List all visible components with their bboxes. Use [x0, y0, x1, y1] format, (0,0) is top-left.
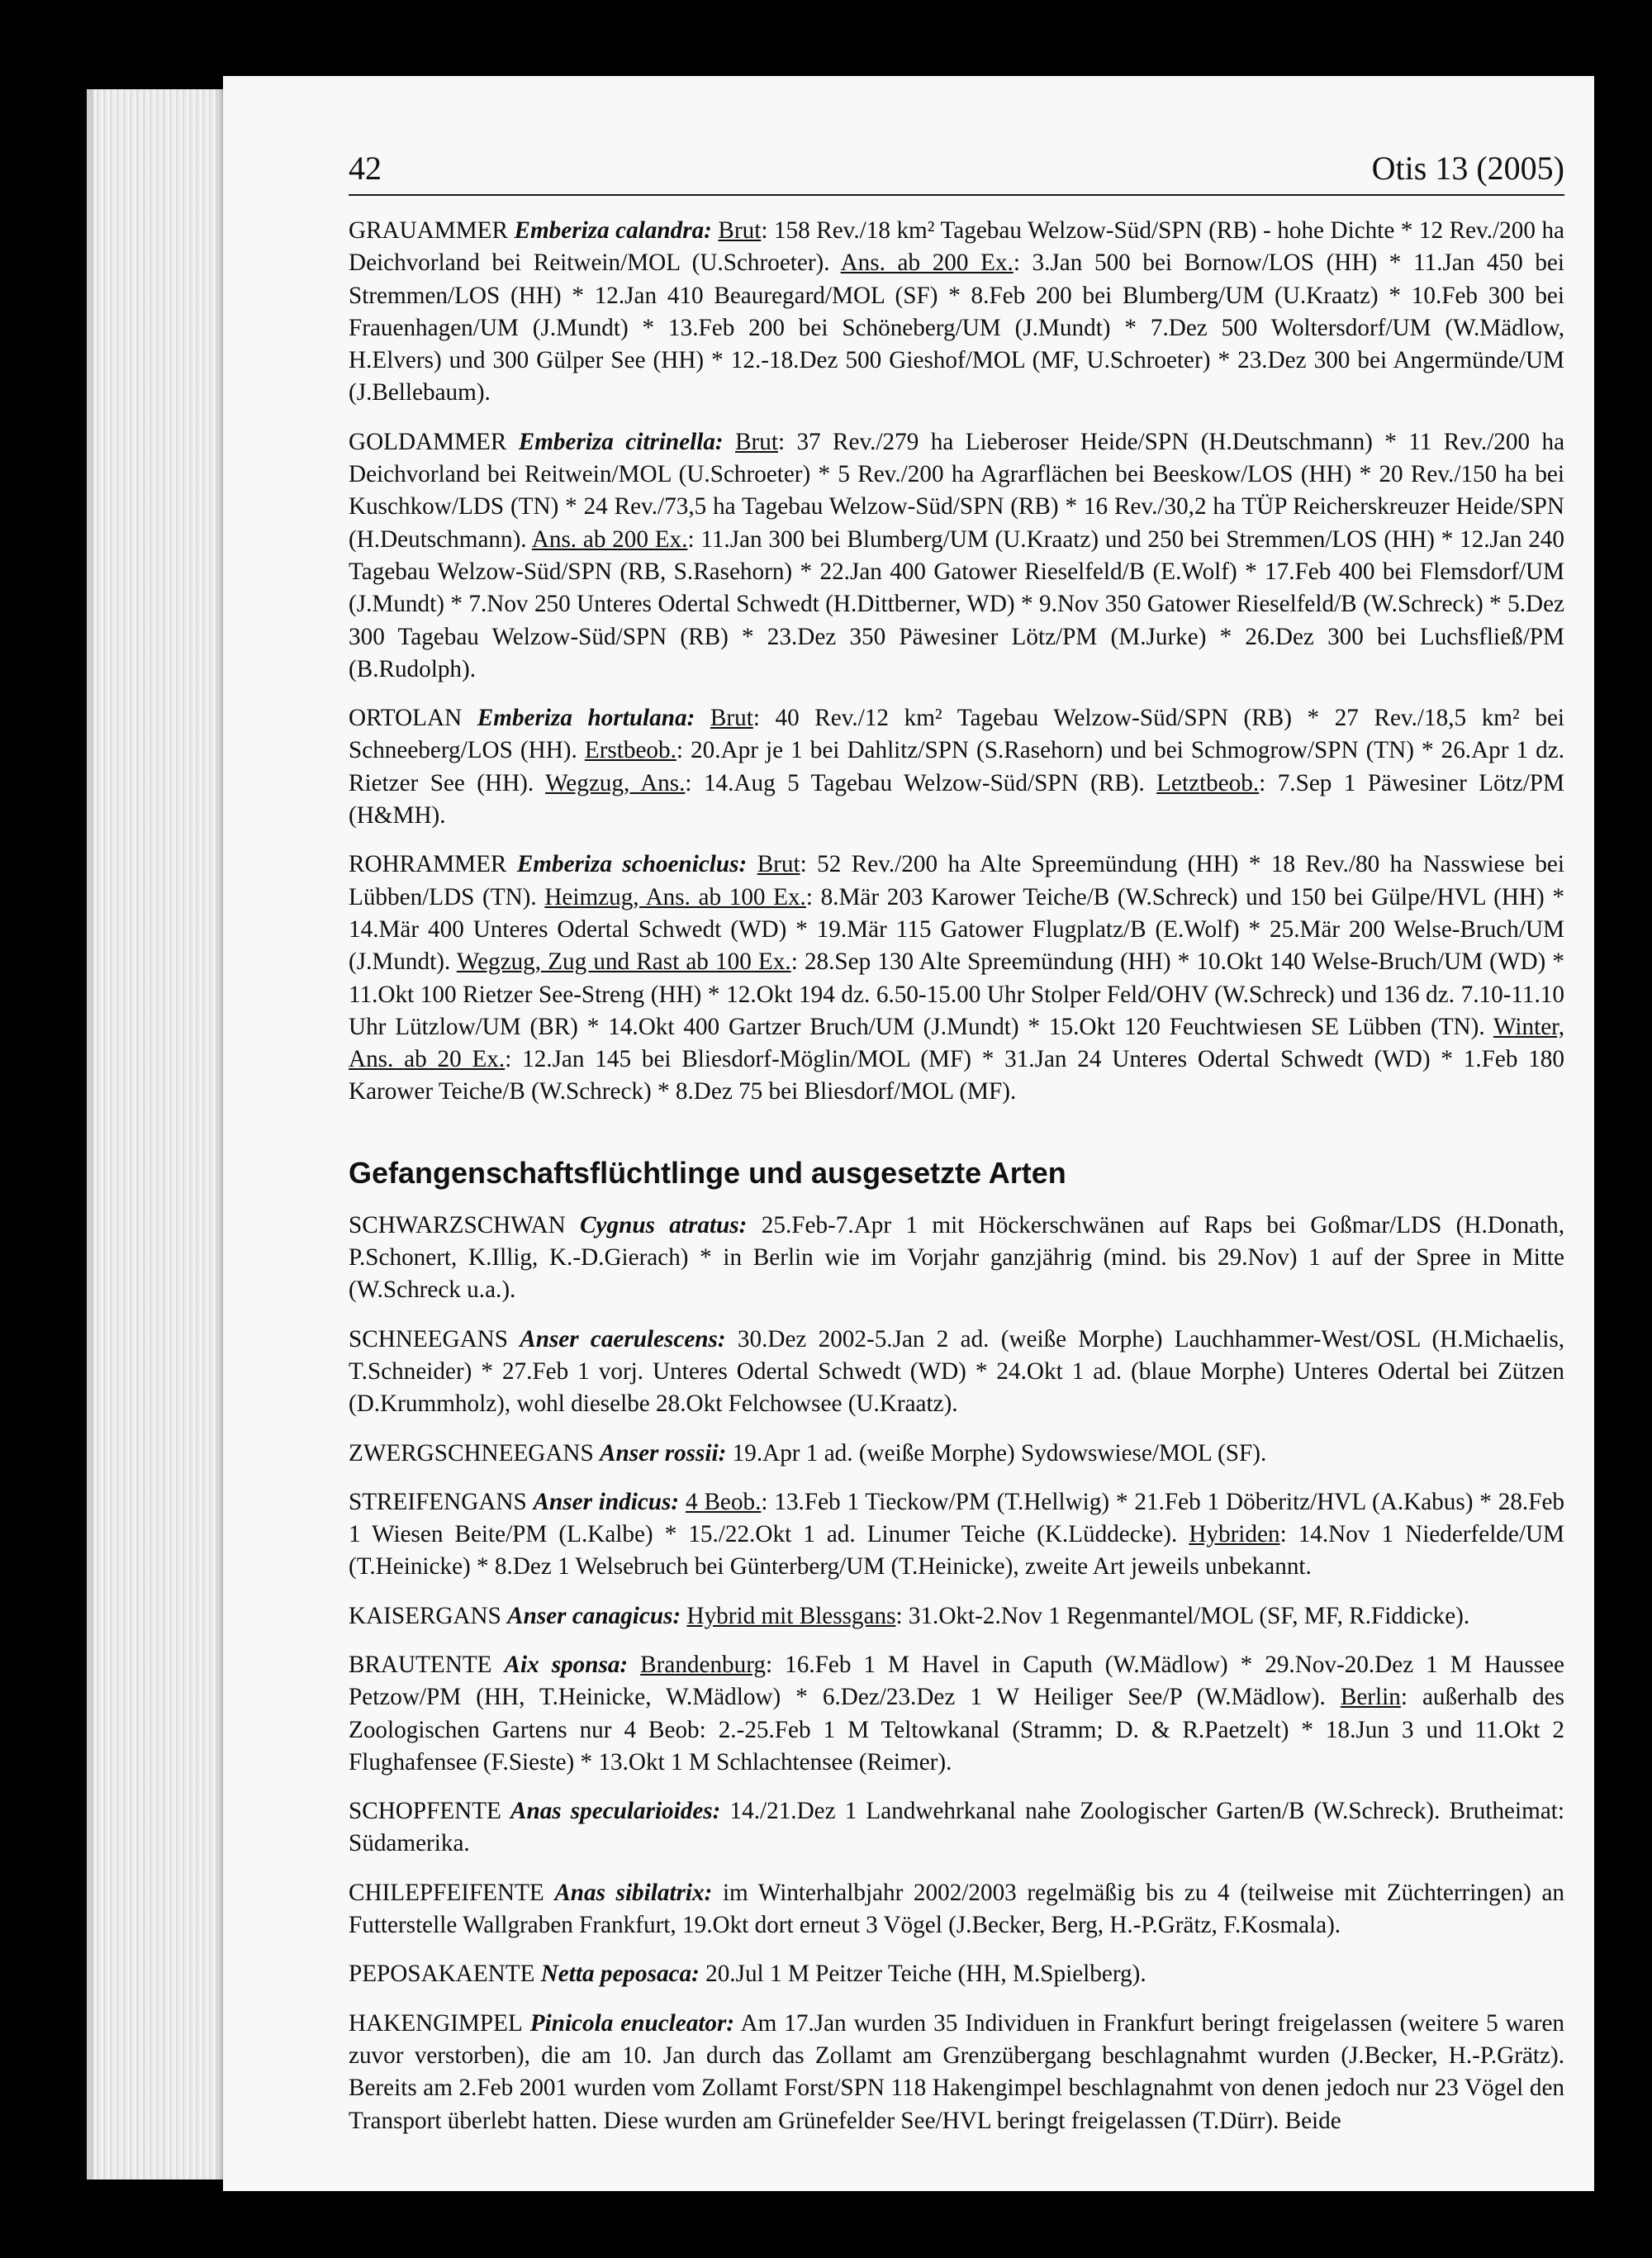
category-label: Ans. ab 200 Ex.: [531, 525, 688, 553]
category-label: Winter, Ans. ab 20 Ex.: [349, 1013, 1564, 1073]
latin-name: Emberiza citrinella:: [518, 428, 724, 455]
species-name: KAISERGANS: [349, 1602, 501, 1629]
entry-text: : 158 Rev./18 km² Tagebau Welzow-Süd/SPN (RB) - hohe Dichte * 12 Rev./200 ha Deichvorland bei Reitwein/MOL (U.Schroeter).: [349, 217, 1564, 277]
species-name: STREIFENGANS: [349, 1488, 527, 1515]
entry-text: : 8.Mär 203 Karower Teiche/B (W.Schreck) und 150 bei Gülpe/HVL (HH) * 14.Mär 400 Unteres Odertal Schwedt (WD) * 19.Mär 115 Gatower Flugplatz/B (E.Wolf) * 25.Mär 200 Welse-Bruch/UM (J.Mundt).: [349, 883, 1564, 976]
latin-name: Aix sponsa:: [504, 1651, 629, 1678]
species-name: ORTOLAN: [349, 705, 463, 732]
entry-text: : 16.Feb 1 M Havel in Caputh (W.Mädlow) * 29.Nov-20.Dez 1 M Haussee Petzow/PM (HH, T.Heinicke, W.Mädlow) * 6.Dez/23.Dez 1 W Heiliger See/P (W.Mädlow).: [349, 1651, 1565, 1711]
species-entry: [349, 2008, 1564, 2137]
latin-name: Cygnus atratus:: [580, 1211, 748, 1238]
species-name: BRAUTENTE: [349, 1651, 492, 1678]
entry-text: : 12.Jan 145 bei Bliesdorf-Möglin/MOL (MF) * 31.Jan 24 Unteres Odertal Schwedt (WD) * 1.Feb 180 Karower Teiche/B (W.Schreck) * 8.Dez 75 bei Bliesdorf/MOL (MF).: [349, 1046, 1564, 1105]
species-entry: [349, 1324, 1564, 1421]
entry-text: : 37 Rev./279 ha Lieberoser Heide/SPN (H.Deutschmann) * 11 Rev./200 ha Deichvorland bei Reitwein/MOL (U.Schroeter) * 5 Rev./200 ha Agrarflächen bei Beeskow/LOS (HH) * 20 Rev./150 ha bei Kuschkow/LDS (TN) * 24 Rev./73,5 ha Tagebau Welzow-Süd/SPN (RB) * 16 Rev./30,2 ha TÜP Reicherskreuzer Heide/SPN (H.Deutschmann).: [349, 428, 1565, 553]
species-name: ROHRAMMER: [349, 851, 507, 878]
entry-text: im Winterhalbjahr 2002/2003 regelmäßig bis zu 4 (teilweise mit Züchterringen) an Futterstelle Wallgraben Frankfurt, 19.Okt dort erneut 3 Vögel (J.Becker, Berg, H.-P.Grätz, F.Kosmala).: [349, 1879, 1564, 1939]
latin-name: Anas sibilatrix:: [554, 1879, 713, 1906]
entry-text: : 11.Jan 300 bei Blumberg/UM (U.Kraatz) und 250 bei Stremmen/LOS (HH) * 12.Jan 240 Tagebau Welzow-Süd/SPN (RB, S.Rasehorn) * 22.Jan 400 Gatower Rieselfeld/B (E.Wolf) * 17.Feb 400 bei Flemsdorf/UM (J.Mundt) * 7.Nov 250 Unteres Odertal Schwedt (H.Dittberner, WD) * 9.Nov 350 Gatower Rieselfeld/B (W.Schreck) * 5.Dez 300 Tagebau Welzow-Süd/SPN (RB) * 23.Dez 350 Päwesiner Lötz/PM (M.Jurke) * 26.Dez 300 bei Luchsfließ/PM (B.Rudolph).: [349, 525, 1564, 682]
entry-text: Am 17.Jan wurden 35 Individuen in Frankfurt beringt freigelassen (weitere 5 waren zuvor verstorben), die am 10. Jan durch das Zollamt am Grenzübergang beschlagnahmt wurden (J.Becker, H.-P.Grätz). Bereits am 2.Feb 2001 wurden vom Zollamt Forst/SPN 118 Hakengimpel beschlagnahmt von denen jedoch nur 23 Vögel den Transport überlebt hatten. Diese wurden am Grünefelder See/HVL beringt freigelassen (T.Dürr). Beide: [349, 2009, 1565, 2134]
category-label: Brut: [757, 851, 800, 878]
species-name: SCHWARZSCHWAN: [349, 1211, 566, 1238]
page-stack-shadow: [87, 89, 93, 2180]
entry-text: : 52 Rev./200 ha Alte Spreemündung (HH) * 18 Rev./80 ha Nasswiese bei Lübben/LDS (TN).: [349, 851, 1564, 910]
species-entry: [349, 1438, 1564, 1470]
entry-text: 30.Dez 2002-5.Jan 2 ad. (weiße Morphe) Lauchhammer-West/OSL (H.Michaelis, T.Schneider) * 27.Feb 1 vorj. Unteres Odertal Schwedt (WD) * 24.Okt 1 ad. (blaue Morphe) Unteres Odertal bei Zützen (D.Krummholz), wohl dieselbe 28.Okt Felchowsee (U.Kraatz).: [349, 1325, 1565, 1418]
category-label: Ans. ab 200 Ex.: [840, 250, 1014, 277]
category-label: Wegzug, Ans.: [545, 769, 686, 796]
species-name: SCHOPFENTE: [349, 1798, 501, 1825]
category-label: Brandenburg: [640, 1651, 767, 1678]
species-entry: [349, 1210, 1564, 1307]
entry-text: : 31.Okt-2.Nov 1 Regenmantel/MOL (SF, MF, R.Fiddicke).: [895, 1602, 1470, 1629]
entry-text: : 3.Jan 500 bei Bornow/LOS (HH) * 11.Jan 450 bei Stremmen/LOS (HH) * 12.Jan 410 Beauregard/MOL (SF) * 8.Feb 200 bei Blumberg/UM (U.Kraatz) * 10.Feb 300 bei Frauenhagen/UM (J.Mundt) * 13.Feb 200 bei Schöneberg/UM (J.Mundt) * 7.Dez 500 Woltersdorf/UM (W.Mädlow, H.Elvers) und 300 Gülper See (HH) * 12.-18.Dez 500 Gieshof/MOL (MF, U.Schroeter) * 23.Dez 300 bei Angermünde/UM (J.Bellebaum).: [349, 250, 1564, 406]
book-page: [223, 76, 1594, 2191]
latin-name: Emberiza calandra:: [514, 217, 712, 244]
entry-text: : 14.Aug 5 Tagebau Welzow-Süd/SPN (RB).: [685, 769, 1157, 796]
latin-name: Anser canagicus:: [507, 1602, 681, 1629]
journal-title: Otis 13 (2005): [1371, 150, 1564, 187]
entry-text: 19.Apr 1 ad. (weiße Morphe) Sydowswiese/MOL (SF).: [732, 1439, 1267, 1467]
latin-name: Anser caerulescens:: [520, 1325, 726, 1352]
latin-name: Anser indicus:: [533, 1488, 680, 1515]
species-entry: [349, 1600, 1564, 1633]
species-name: GOLDAMMER: [349, 428, 507, 455]
entry-text: : 13.Feb 1 Tieckow/PM (T.Hellwig) * 21.Feb 1 Döberitz/HVL (A.Kabus) * 28.Feb 1 Wiesen Beite/PM (L.Kalbe) * 15./22.Okt 1 ad. Linumer Teiche (K.Lüddecke).: [349, 1488, 1565, 1548]
section-heading: Gefangenschaftsflüchtlinge und ausgesetzte Arten: [349, 1155, 1066, 1190]
category-label: Heimzug, Ans. ab 100 Ex.: [544, 883, 806, 910]
species-name: PEPOSAKAENTE: [349, 1961, 535, 1988]
page-stack-edge: [87, 89, 235, 2180]
page-header: [349, 146, 1564, 196]
latin-name: Emberiza schoeniclus:: [516, 851, 748, 878]
entry-text: : 7.Sep 1 Päwesiner Lötz/PM (H&MH).: [349, 769, 1564, 830]
category-label: Erstbeob.: [584, 737, 676, 764]
latin-name: Anser rossii:: [600, 1439, 727, 1467]
species-entry: [349, 1877, 1564, 1942]
species-list-wild: [349, 215, 1564, 1109]
entry-text: : 14.Nov 1 Niederfelde/UM (T.Heinicke) * 8.Dez 1 Welsebruch bei Günterberg/UM (T.Heinicke), zweite Art jeweils unbekannt.: [349, 1521, 1564, 1581]
species-entry: [349, 1486, 1564, 1584]
species-entry: [349, 849, 1564, 1108]
species-entry: [349, 426, 1564, 686]
page-number: 42: [349, 150, 382, 187]
entry-text: : 28.Sep 130 Alte Spreemündung (HH) * 10.Okt 140 Welse-Bruch/UM (WD) * 11.Okt 100 Rietzer See-Streng (HH) * 12.Okt 194 dz. 6.50-15.00 Uhr Stolper Feld/OHV (W.Schreck) und 136 dz. 7.10-11.10 Uhr Lützlow/UM (BR) * 14.Okt 400 Gartzer Bruch/UM (J.Mundt) * 15.Okt 120 Feuchtwiesen SE Lübben (TN).: [349, 948, 1564, 1040]
category-label: Brut: [735, 428, 778, 455]
entry-text: : außerhalb des Zoologischen Gartens nur 4 Beob: 2.-25.Feb 1 M Teltowkanal (Stramm; D. & R.Paetzelt) * 18.Jun 3 und 11.Okt 2 Flughafensee (F.Sieste) * 13.Okt 1 M Schlachtensee (Reimer).: [349, 1684, 1564, 1776]
species-name: HAKENGIMPEL: [349, 2009, 523, 2037]
category-label: Berlin: [1340, 1684, 1401, 1711]
species-list-escapes: [349, 1210, 1564, 2137]
species-name: ZWERGSCHNEEGANS: [349, 1439, 594, 1467]
latin-name: Emberiza hortulana:: [477, 705, 695, 732]
species-name: CHILEPFEIFENTE: [349, 1879, 544, 1906]
species-entry: [349, 1649, 1564, 1779]
category-label: Brut: [710, 705, 753, 732]
species-name: GRAUAMMER: [349, 217, 508, 244]
page-content: [349, 215, 1564, 2154]
species-entry: [349, 215, 1564, 410]
category-label: 4 Beob.: [686, 1488, 762, 1515]
category-label: Brut: [718, 217, 762, 244]
entry-text: 20.Jul 1 M Peitzer Teiche (HH, M.Spielberg).: [705, 1961, 1146, 1988]
species-entry: [349, 1958, 1564, 1990]
category-label: Wegzug, Zug und Rast ab 100 Ex.: [456, 948, 791, 976]
category-label: Hybriden: [1189, 1521, 1280, 1548]
entry-text: : 20.Apr je 1 bei Dahlitz/SPN (S.Rasehorn) und bei Schmogrow/SPN (TN) * 26.Apr 1 dz. Rietzer See (HH).: [349, 737, 1565, 796]
category-label: Hybrid mit Blessgans: [686, 1602, 896, 1629]
entry-text: 14./21.Dez 1 Landwehrkanal nahe Zoologischer Garten/B (W.Schreck). Brutheimat: Südamerika.: [349, 1798, 1564, 1857]
latin-name: Pinicola enucleator:: [529, 2009, 735, 2037]
species-name: SCHNEEGANS: [349, 1325, 508, 1352]
species-entry: [349, 702, 1564, 832]
latin-name: Anas specularioides:: [510, 1798, 721, 1825]
category-label: Letztbeob.: [1156, 769, 1260, 796]
entry-text: 25.Feb-7.Apr 1 mit Höckerschwänen auf Raps bei Goßmar/LDS (H.Donath, P.Schonert, K.Illig, K.-D.Gierach) * in Berlin wie im Vorjahr ganzjährig (mind. bis 29.Nov) 1 auf der Spree in Mitte (W.Schreck u.a.).: [349, 1211, 1565, 1304]
species-entry: [349, 1795, 1564, 1861]
entry-text: : 40 Rev./12 km² Tagebau Welzow-Süd/SPN (RB) * 27 Rev./18,5 km² bei Schneeberg/LOS (HH).: [349, 705, 1565, 764]
latin-name: Netta peposaca:: [540, 1961, 700, 1988]
